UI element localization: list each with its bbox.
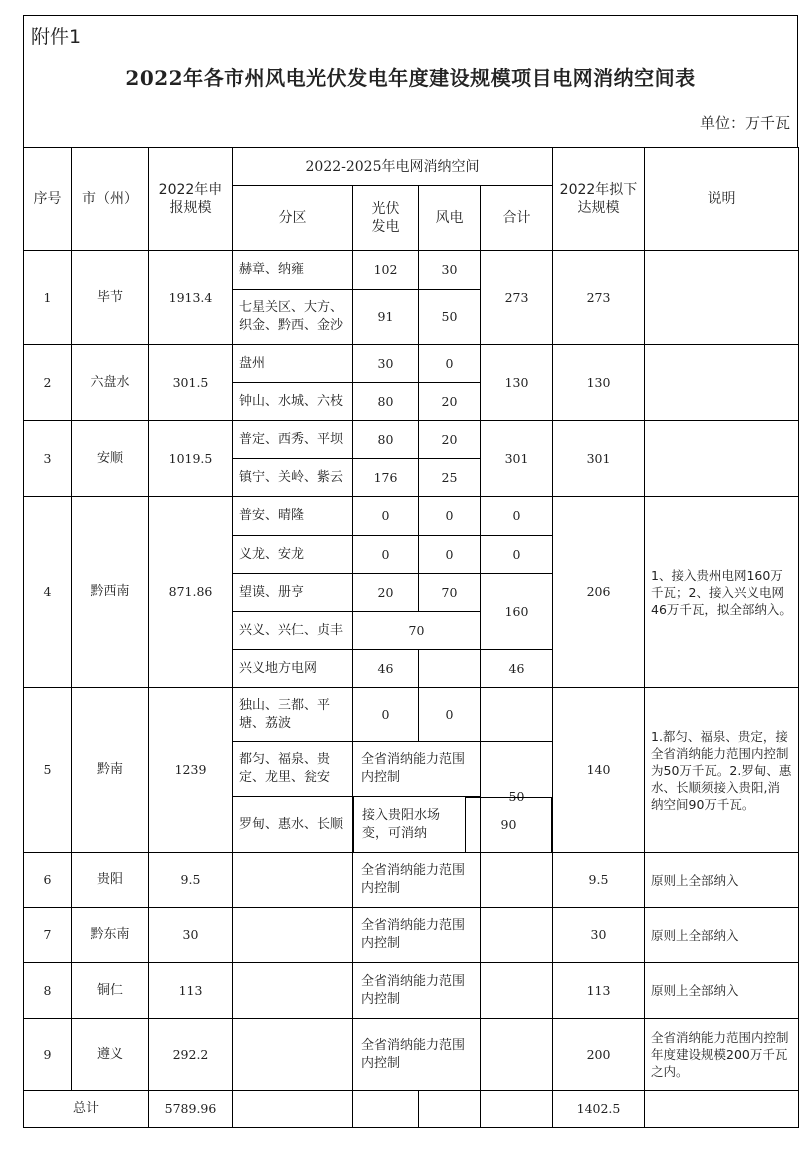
total-cell: 90 (465, 797, 552, 852)
issued-cell: 273 (553, 251, 645, 345)
total-cell: 273 (481, 251, 553, 345)
zone-cell: 镇宁、关岭、紫云 (233, 459, 353, 497)
zone-cell: 兴义、兴仁、贞丰 (233, 612, 353, 650)
total-cell: 46 (481, 650, 553, 688)
declared-cell: 113 (149, 963, 233, 1019)
document-title: 2022年各市州风电光伏发电年度建设规模项目电网消纳空间表 (125, 66, 696, 90)
total-label: 总计 (24, 1091, 149, 1128)
declared-cell: 1019.5 (149, 421, 233, 497)
seq-cell: 9 (24, 1019, 72, 1091)
wind-cell (419, 650, 481, 688)
header-total: 合计 (481, 186, 553, 251)
issued-cell: 301 (553, 421, 645, 497)
connection-split (353, 797, 552, 852)
pv-cell: 176 (353, 459, 419, 497)
seq-cell: 2 (24, 345, 72, 421)
pv-cell (353, 1091, 419, 1128)
zone-cell (233, 908, 353, 963)
zone-cell: 独山、三都、平塘、荔波 (233, 688, 353, 742)
wind-cell: 25 (419, 459, 481, 497)
remark-cell (645, 1091, 799, 1128)
remark-cell: 原则上全部纳入 (645, 853, 799, 908)
table-row (24, 688, 799, 742)
seq-cell: 7 (24, 908, 72, 963)
pv-cell: 30 (353, 345, 419, 383)
pv-cell: 91 (353, 290, 419, 345)
total-cell: 0 (481, 497, 553, 536)
header-issued: 2022年拟下达规模 (553, 148, 645, 251)
connection-cell-wrapper (353, 797, 553, 853)
zone-cell (233, 1091, 353, 1128)
control-note-cell: 全省消纳能力范围内控制 (353, 853, 481, 908)
table-row (24, 251, 799, 290)
declared-cell: 30 (149, 908, 233, 963)
header-remark: 说明 (645, 148, 799, 251)
wind-cell: 50 (419, 290, 481, 345)
city-cell: 黔西南 (72, 497, 149, 688)
remark-cell: 原则上全部纳入 (645, 908, 799, 963)
city-cell: 安顺 (72, 421, 149, 497)
wind-cell: 0 (419, 688, 481, 742)
seq-cell: 8 (24, 963, 72, 1019)
control-note-cell: 全省消纳能力范围内控制 (353, 742, 481, 797)
wind-cell: 20 (419, 383, 481, 421)
control-note-cell: 全省消纳能力范围内控制 (353, 908, 481, 963)
remark-cell: 全省消纳能力范围内控制年度建设规模200万千瓦之内。 (645, 1019, 799, 1091)
city-cell: 六盘水 (72, 345, 149, 421)
zone-cell: 普安、晴隆 (233, 497, 353, 536)
pv-cell: 0 (353, 497, 419, 536)
city-cell: 贵阳 (72, 853, 149, 908)
seq-cell: 6 (24, 853, 72, 908)
connection-note-cell: 接入贵阳水场变，可消纳 (353, 797, 465, 852)
issued-cell: 113 (553, 963, 645, 1019)
declared-cell: 301.5 (149, 345, 233, 421)
zone-cell: 七星关区、大方、织金、黔西、金沙 (233, 290, 353, 345)
wind-cell: 70 (419, 574, 481, 612)
pv-cell: 102 (353, 251, 419, 290)
pv-cell: 80 (353, 421, 419, 459)
wind-cell (419, 1091, 481, 1128)
table-row (24, 1019, 799, 1091)
issued-cell: 130 (553, 345, 645, 421)
remark-cell: 1、接入贵州电网160万千瓦；2、接入兴义电网46万千瓦，拟全部纳入。 (645, 497, 799, 688)
total-cell (481, 688, 553, 742)
issued-total-cell: 1402.5 (553, 1091, 645, 1128)
remark-cell (645, 345, 799, 421)
zone-cell: 钟山、水城、六枝 (233, 383, 353, 421)
zone-cell: 盘州 (233, 345, 353, 383)
wind-cell: 0 (419, 497, 481, 536)
city-cell: 毕节 (72, 251, 149, 345)
total-cell: 50 (481, 742, 553, 853)
total-cell (481, 908, 553, 963)
declared-cell: 871.86 (149, 497, 233, 688)
header-wind: 风电 (419, 186, 481, 251)
total-cell (481, 853, 553, 908)
seq-cell: 5 (24, 688, 72, 853)
seq-cell: 3 (24, 421, 72, 497)
total-row (24, 1091, 799, 1128)
header-pv: 光伏发电 (353, 186, 419, 251)
table-row (24, 853, 799, 908)
total-cell (481, 1019, 553, 1091)
declared-cell: 9.5 (149, 853, 233, 908)
issued-cell: 206 (553, 497, 645, 688)
combined-capacity-cell: 70 (353, 612, 481, 650)
zone-cell: 都匀、福泉、贵定、龙里、瓮安 (233, 742, 353, 797)
header-seq: 序号 (24, 148, 72, 251)
pv-cell: 80 (353, 383, 419, 421)
zone-cell: 普定、西秀、平坝 (233, 421, 353, 459)
declared-cell: 1239 (149, 688, 233, 853)
remark-cell: 原则上全部纳入 (645, 963, 799, 1019)
total-cell: 301 (481, 421, 553, 497)
remark-cell (645, 251, 799, 345)
control-note-cell: 全省消纳能力范围内控制 (353, 1019, 481, 1091)
total-cell (481, 1091, 553, 1128)
header-declared: 2022年申报规模 (149, 148, 233, 251)
zone-cell (233, 963, 353, 1019)
wind-cell: 0 (419, 345, 481, 383)
seq-cell: 1 (24, 251, 72, 345)
table-row (24, 908, 799, 963)
zone-cell (233, 1019, 353, 1091)
total-cell: 130 (481, 345, 553, 421)
issued-cell: 9.5 (553, 853, 645, 908)
seq-cell: 4 (24, 497, 72, 688)
pv-cell: 46 (353, 650, 419, 688)
header-zone: 分区 (233, 186, 353, 251)
total-cell: 0 (481, 536, 553, 574)
pv-cell: 0 (353, 688, 419, 742)
city-cell: 黔南 (72, 688, 149, 853)
zone-cell: 望谟、册亨 (233, 574, 353, 612)
issued-cell: 30 (553, 908, 645, 963)
issued-cell: 200 (553, 1019, 645, 1091)
issued-cell: 140 (553, 688, 645, 853)
wind-cell: 0 (419, 536, 481, 574)
declared-cell: 292.2 (149, 1019, 233, 1091)
control-note-cell: 全省消纳能力范围内控制 (353, 963, 481, 1019)
wind-cell: 20 (419, 421, 481, 459)
city-cell: 铜仁 (72, 963, 149, 1019)
zone-cell: 兴义地方电网 (233, 650, 353, 688)
header-city: 市（州） (72, 148, 149, 251)
total-cell: 160 (481, 574, 553, 650)
attachment-label: 附件1 (31, 26, 82, 48)
zone-cell: 赫章、纳雍 (233, 251, 353, 290)
remark-cell (645, 421, 799, 497)
header-absorption-span: 2022-2025年电网消纳空间 (233, 148, 553, 186)
city-cell: 遵义 (72, 1019, 149, 1091)
table-row (24, 421, 799, 459)
city-cell: 黔东南 (72, 908, 149, 963)
unit-label: 单位：万千瓦 (699, 114, 790, 132)
table-row (24, 345, 799, 383)
pv-cell: 20 (353, 574, 419, 612)
capacity-table (23, 147, 799, 1128)
remark-cell: 1.都匀、福泉、贵定，接全省消纳能力范围内控制为50万千瓦。2.罗甸、惠水、长顺须接入贵阳,消纳空间90万千瓦。 (645, 688, 799, 853)
table-row (24, 963, 799, 1019)
declared-total-cell: 5789.96 (149, 1091, 233, 1128)
pv-cell: 0 (353, 536, 419, 574)
zone-cell: 罗甸、惠水、长顺 (233, 797, 353, 853)
wind-cell: 30 (419, 251, 481, 290)
declared-cell: 1913.4 (149, 251, 233, 345)
zone-cell (233, 853, 353, 908)
zone-cell: 义龙、安龙 (233, 536, 353, 574)
table-row (24, 497, 799, 536)
total-cell (481, 963, 553, 1019)
